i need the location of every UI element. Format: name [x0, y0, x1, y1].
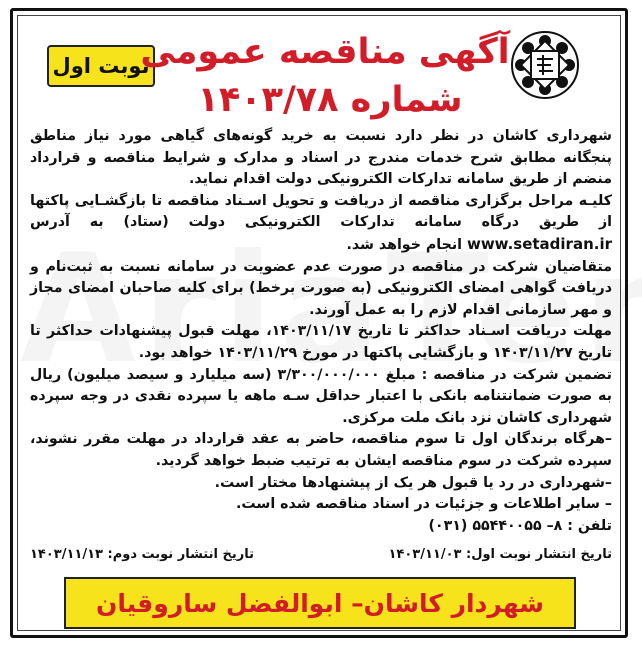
paragraph-forfeit: –هرگاه برندگان اول تا سوم مناقصه، حاضر به عقد قرارداد در مهلت مقرر نشوند، سپرده شرکت در سوم مناقصه ایشان به ترتیب ضبط خواهد گردید.	[30, 431, 612, 469]
notice-number: شماره ۱۴۰۳/۷۸	[197, 80, 463, 120]
date-first-publication: تاریخ انتشار نوبت اول: ۱۴۰۳/۱۱/۰۳	[388, 547, 612, 562]
kashan-municipality-logo-icon	[510, 30, 580, 100]
paragraph-intro: شهرداری کاشان در نظر دارد نسبت به خرید گونه‌های گیاهی مورد نیاز مناطق پنجگانه مطابق شرح خدمات مندرج در اسناد و مدارک و شرایط مناقصه و قرارداد منضم از طریق سامانه تدارکات الکترونیکی دولت اقدام نماید.	[30, 128, 612, 188]
paragraph-process-suffix: انجام خواهد شد.	[346, 236, 463, 253]
notice-title: آگهی مناقصه عمومی	[140, 32, 510, 72]
publication-round-badge: نوبت اول	[47, 45, 155, 87]
paragraph-registration: متقاضیان شرکت در مناقصه در صورت عدم عضویت در سامانه نسبت به ثبت‌نام و دریافت گواهی امضای الکترونیکی (به صورت برخط) برای کلیه صاحبان امضای مجاز و مهر سازمانی اقدام لازم را به عمل آورند.	[30, 258, 612, 318]
phone-number: تلفن : ۸– ۵۵۴۴۰۰۵۵ (۰۳۱)	[428, 517, 612, 534]
date-second-publication: تاریخ انتشار نوبت دوم: ۱۴۰۳/۱۱/۱۳	[30, 547, 254, 562]
paragraph-deadlines: مهلت دریافت اسـناد حداکثر تا تاریخ ۱۴۰۳/۱۱/۱۷، مهلت قبول پیشنهادات حداکثر تا تاریخ ۱۴۰۳/۱۱/۲۷ و بازگشایی پاکتها در مورخ ۱۴۰۳/۱۱/۲۹ خواهد بود.	[30, 323, 612, 361]
website-link[interactable]: www.setadiran.ir	[466, 234, 612, 253]
publication-dates	[30, 547, 612, 562]
notice-body	[30, 126, 612, 537]
paragraph-guarantee: تضمین شرکت در مناقصه : مبلغ ۳/۳۰۰/۰۰۰/۰۰۰ (سه میلیارد و سیصد میلیون) ریال به صورت ضمانتنامه بانکی با اعتبار حداقل سـه ماهه یا سپرده نقدی در وجه سپرده شهرداری کاشان نزد بانک ملت مرکزی.	[30, 366, 612, 426]
mayor-signature-banner: شهردار کاشان– ابوالفضل ساروقیان	[64, 577, 576, 629]
paragraph-rights: –شهرداری در رد یا قبول هر یک از پیشنهادها مختار است.	[214, 474, 612, 491]
paragraph-process	[30, 191, 612, 257]
paragraph-info: – سایر اطلاعات و جزئیات در اسناد مناقصه شده است.	[235, 496, 612, 513]
paragraph-process-text: کلیـه مراحل برگزاری مناقصه از دریافت و تحویل اسـناد مناقصه تا بازگشـایی پاکتها از طریق درگاه سامانه تدارکات الکترونیکی دولت (ستاد) به آدرس	[30, 192, 612, 231]
